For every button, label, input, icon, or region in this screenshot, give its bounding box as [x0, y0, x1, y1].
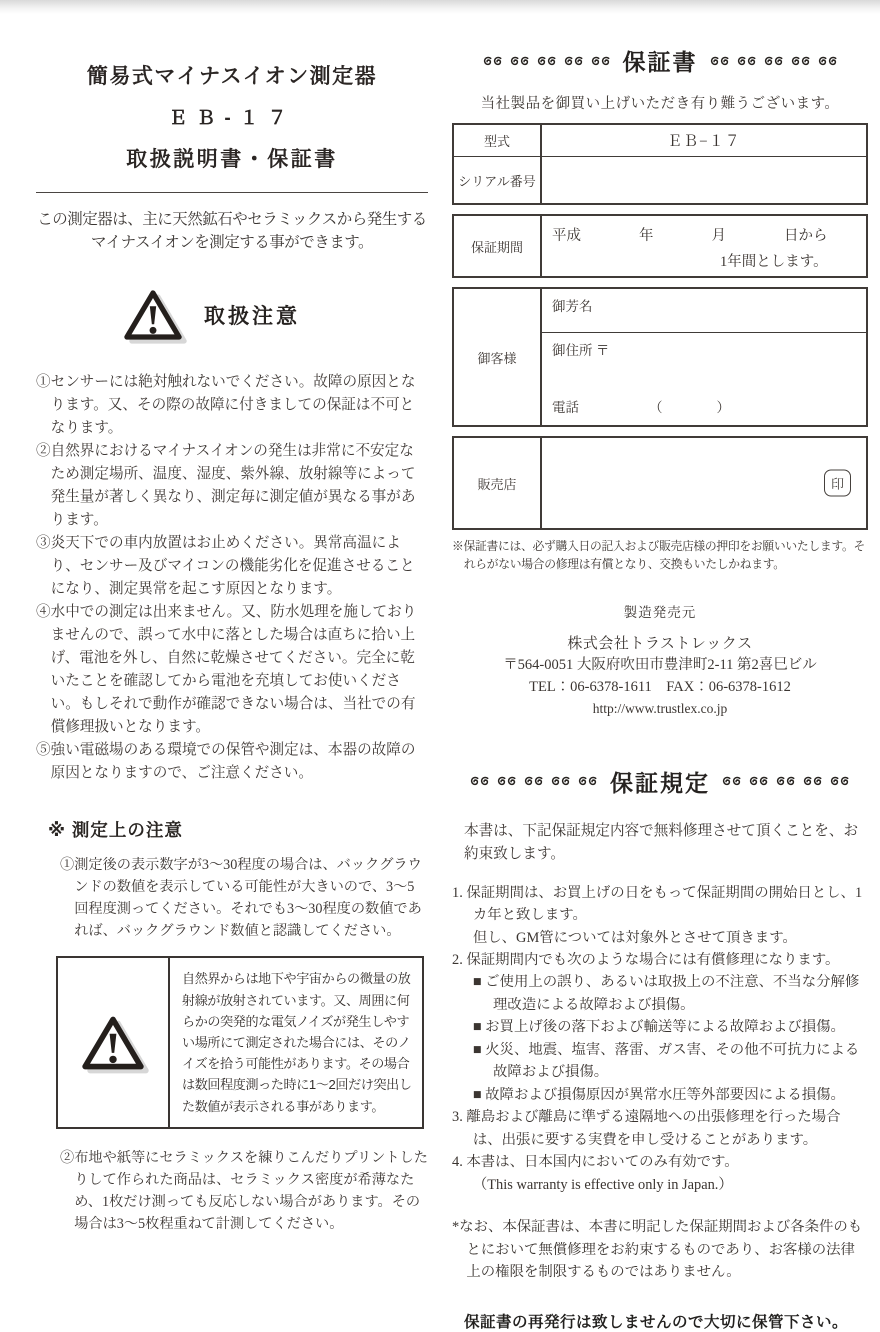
terms-item-2-bullet-1: ■ ご使用上の誤り、あるいは取扱上の不注意、不当な分解修理改造による故障および損傷。	[472, 974, 860, 1013]
dealer-label: 販売店	[454, 438, 542, 528]
manufacturer-url: http://www.trustlex.co.jp	[592, 700, 728, 716]
terms-heading: 保証規定	[610, 769, 710, 796]
terms-item-2: 2. 保証期間内でも次のような場合には有償修理になります。	[452, 951, 840, 968]
keep-safe-note: 保証書の再発行は致しませんので大切に保管下さい。	[464, 1313, 849, 1331]
flourish-icon	[564, 56, 584, 66]
flourish-icon	[764, 56, 784, 66]
measurement-note-1: ①測定後の表示数字が3～30程度の場合は、バックグラウンドの数値を表示している可能性が大きいので、3～5回程度測ってください。それでも3～30程度の数値であれば、バックグラウンド数値と認識してください。	[60, 857, 422, 940]
terms-item-1: 1. 保証期間は、お買上げの日をもって保証期間の開始日とし、1カ年と致します。	[452, 884, 863, 924]
handling-caution-list	[36, 371, 428, 786]
serial-value-blank	[542, 157, 866, 203]
flourish-icon	[524, 776, 544, 786]
flourish-strip-left	[483, 56, 611, 66]
model-row	[454, 125, 866, 157]
customer-row	[454, 289, 866, 425]
radiation-warning-box	[56, 956, 424, 1128]
flourish-icon	[510, 56, 530, 66]
terms-item-2-bullet-4: ■ 故障および損傷原因が異常水圧等外部要因による損傷。	[472, 1086, 845, 1103]
flourish-strip-right	[722, 776, 850, 786]
radiation-warning-text: 自然界からは地下や宇宙からの微量の放射線が放射されています。又、周囲に何らかの突発的な電気ノイズが発生しやすい場所にて測定された場合には、そのノイズを拾う可能性があります。その場合は数回程度測った時に1～2回だけ突出した数値が表示される事があります。	[182, 971, 412, 1114]
title-divider	[36, 192, 428, 193]
terms-item-4-english: （This warranty is effective only in Japan.）	[472, 1176, 733, 1193]
period-date-line: 平成 年 月 日から	[552, 228, 828, 244]
customer-tel-label: 電話	[552, 400, 579, 415]
caution-item-3: ③炎天下での車内放置はお止めください。異常高温により、センサー及びマイコンの機能劣化を促進させることになり、測定異常を起こす原因となります。	[36, 534, 415, 597]
caution-item-2: ②自然界におけるマイナスイオンの発生は非常に不安定なため測定場所、温度、湿度、紫外線、放射線等によって発生量が著しく異なり、測定毎に測定値が異なる事があります。	[36, 442, 416, 528]
terms-item-4: 4. 本書は、日本国内においてのみ有効です。	[452, 1154, 739, 1171]
period-duration-line: 1年間とします。	[720, 254, 828, 270]
flourish-icon	[551, 776, 571, 786]
flourish-icon	[722, 776, 742, 786]
manufacturer-block	[452, 603, 868, 719]
model-label: 型式	[454, 125, 542, 156]
period-label: 保証期間	[454, 216, 542, 276]
warranty-table-model	[452, 123, 868, 205]
warranty-heading-row	[452, 44, 868, 77]
dealer-row	[454, 438, 866, 528]
flourish-strip-left	[470, 776, 598, 786]
seal-mark: 印	[824, 470, 851, 497]
customer-label: 御客様	[454, 289, 542, 425]
flourish-icon	[749, 776, 769, 786]
manufacturer-tel-fax: TEL：06-6378-1611 FAX：06-6378-1612	[529, 678, 791, 695]
flourish-icon	[818, 56, 838, 66]
flourish-icon	[537, 56, 557, 66]
flourish-icon	[483, 56, 503, 66]
flourish-icon	[737, 56, 757, 66]
measurement-note-2: ②布地や紙等にセラミックスを練りこんだりプリントしたりして作られた商品は、セラミックス密度が希薄なため、1枚だけ測っても反応しない場合があります。その場合は3～5枚程重ねて計測してください。	[60, 1149, 428, 1232]
intro-text: この測定器は、主に天然鉱石やセラミックスから発生するマイナスイオンを測定する事ができます。	[37, 211, 427, 252]
manufacturer-address: 〒564-0051 大阪府吹田市豊津町2-11 第2喜巳ビル	[503, 657, 817, 674]
caution-item-1: ①センサーには絶対触れないでください。故障の原因となります。又、その際の故障に付きましての保証は不可となります。	[36, 373, 416, 436]
manufacturer-name: 株式会社トラストレックス	[567, 635, 753, 652]
flourish-icon	[830, 776, 850, 786]
model-value: ＥＢ−１７	[667, 134, 741, 150]
left-column	[36, 0, 428, 1332]
flourish-icon	[710, 56, 730, 66]
terms-item-1-cont: 但し、GM管については対象外とさせて頂きます。	[472, 929, 797, 946]
measurement-notes-heading: ※ 測定上の注意	[48, 820, 183, 841]
warning-triangle-icon	[124, 289, 182, 341]
flourish-icon	[578, 776, 598, 786]
additional-note: *なお、本保証書は、本書に明記した保証期間および各条件のもとにおいて無償修理をお約束するものであり、お客様の法律上の権限を制限するものではありません。	[452, 1219, 863, 1281]
handling-caution-header	[36, 289, 428, 341]
customer-address-label: 御住所 〒	[552, 343, 610, 358]
warranty-table-customer	[452, 287, 868, 427]
document-type-title: 取扱説明書・保証書	[126, 148, 338, 171]
terms-item-3: 3. 離島および離島に準ずる遠隔地への出張修理を行った場合は、出張に要する実費を申し受けることがあります。	[452, 1109, 841, 1148]
caution-item-4: ④水中での測定は出来ません。又、防水処理を施しておりませんので、誤って水中に落とした場合は直ちに拾い上げ、電池を外し、自然に乾燥させてください。完全に乾いたことを確認してから電池を充填してお使いください。もしそれで動作が確認できない場合は、当社での有償修理扱いとなります。	[36, 603, 417, 736]
terms-heading-row	[452, 765, 868, 798]
serial-label: シリアル番号	[454, 157, 542, 203]
customer-address-field	[542, 333, 866, 425]
dealer-value-blank	[542, 438, 866, 528]
warranty-table-dealer	[452, 436, 868, 530]
terms-item-2-bullet-2: ■ お買上げ後の落下および輸送等による故障および損傷。	[472, 1019, 845, 1036]
flourish-icon	[497, 776, 517, 786]
serial-row	[454, 157, 866, 203]
manufacturer-role: 製造発売元	[623, 605, 697, 621]
right-column	[452, 0, 868, 1332]
flourish-icon	[470, 776, 490, 786]
flourish-icon	[791, 56, 811, 66]
thanks-text: 当社製品を御買い上げいただき有り難うございます。	[480, 96, 840, 112]
title-block	[36, 60, 428, 173]
flourish-icon	[591, 56, 611, 66]
flourish-icon	[776, 776, 796, 786]
handling-caution-heading: 取扱注意	[204, 304, 300, 328]
period-value	[542, 216, 866, 276]
warranty-heading: 保証書	[622, 49, 698, 75]
warning-triangle-icon	[58, 958, 170, 1126]
warranty-table-period	[452, 214, 868, 278]
period-row	[454, 216, 866, 276]
customer-tel-paren: （ ）	[649, 400, 730, 415]
flourish-strip-right	[710, 56, 838, 66]
customer-fields	[542, 289, 866, 425]
caution-item-5: ⑤強い電磁場のある環境での保管や測定は、本器の故障の原因となりますので、ご注意ください。	[36, 742, 416, 782]
flourish-icon	[803, 776, 823, 786]
terms-intro: 本書は、下記保証規定内容で無料修理させて頂くことを、お約束致します。	[464, 822, 859, 863]
customer-name-field: 御芳名	[542, 289, 866, 333]
warranty-note: ※保証書には、必ず購入日の記入および販売店様の押印をお願いいたします。それらがない場合の修理は有償となり、交換もいたしかねます。	[452, 539, 865, 571]
customer-tel-line	[552, 396, 856, 416]
terms-list	[452, 882, 868, 1197]
model-number-title: ＥＢ-１７	[168, 108, 296, 129]
product-title: 簡易式マイナスイオン測定器	[86, 65, 378, 88]
terms-item-2-bullet-3: ■ 火災、地震、塩害、落雷、ガス害、その他不可抗力による故障および損傷。	[472, 1041, 860, 1081]
